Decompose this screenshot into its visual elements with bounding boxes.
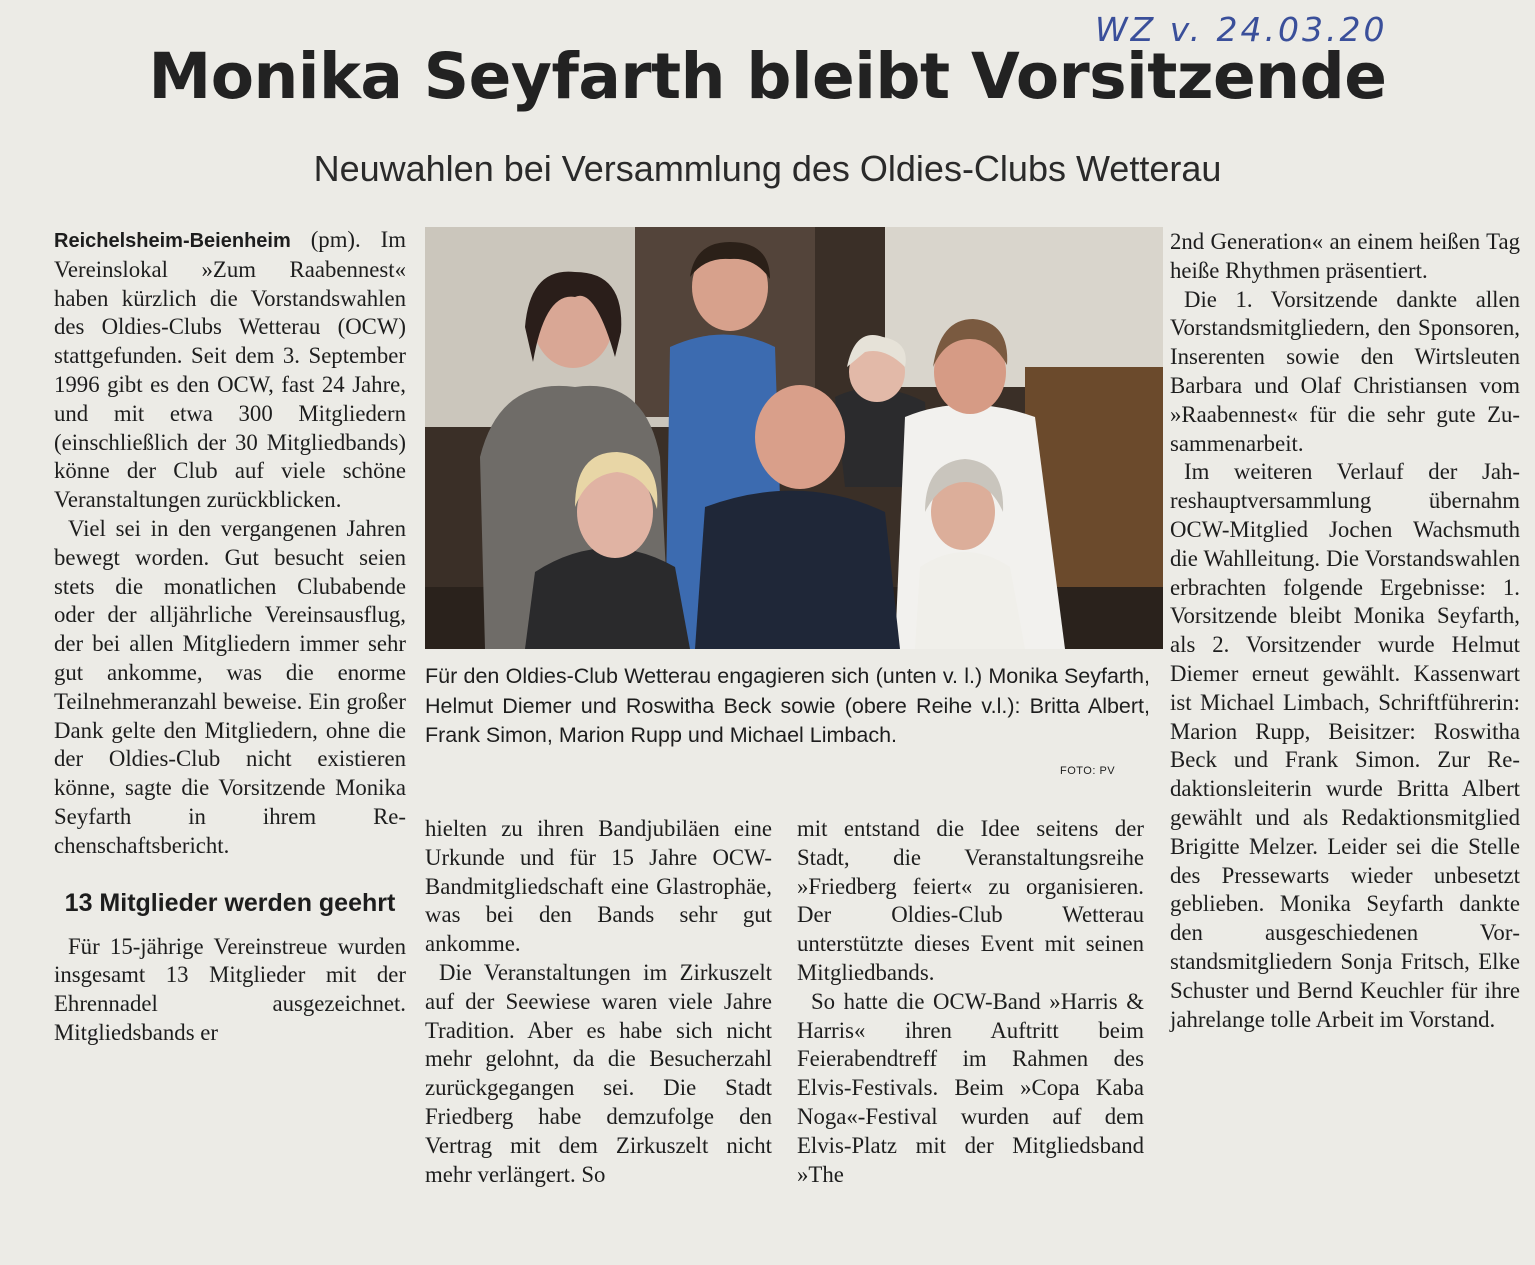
handwritten-date-stamp: WZ v. 24.03.20 [1095,10,1388,49]
paragraph: So hatte die OCW-Band »Harris & Harris« ihren Auftritt beim Feierabendtreff im Rahmen des Elvis-Festivals. Beim »Copa Kaba Noga«-Festival wurden auf dem Elvis-Platz mit der Mitgliedsband »The [797,988,1144,1187]
paragraph: Viel sei in den vergangenen Jahren bewegt worden. Gut besucht seien stets die monatlichen Clubabende oder der alljährliche Vereinsausflug, der bei allen Mitgliedern immer sehr gut ankomme, was die enorme Teilnehmeranzahl beweise. Ein großer Dank gelte den Mitgliedern, ohne die der Oldies-Club nicht existieren könne, sagte die Vorsitzende Monika Seyfarth in ihrem Rechenschaftsbericht. [54,515,406,858]
paragraph: hielten zu ihren Bandjubiläen eine Urkunde und für 15 Jahre OCW-Bandmitgliedschaft eine Glastrophäe, was bei den Bands sehr gut ankomme. [425,816,772,957]
paragraph: Im Vereinslokal »Zum Raabennest« haben kürzlich die Vorstandswahlen des Oldies-Clubs Wetterau (OCW) stattgefunden. Seit dem 3. September 1996 gibt es den OCW, fast 24 Jahre, und mit etwa 300 Mitgliedern (einschließlich der 30 Mitgliedbands) könne der Club auf viele schöne Veranstaltungen zurückblicken. [54,227,406,513]
paragraph: Die 1. Vorsitzende dankte allen Vorstandsmitgliedern, den Sponsoren, Inserenten sowie den Wirtsleuten Barbara und Olaf Christiansen vom »Raabennest« für die sehr gute Zusammenarbeit. [1170,286,1520,456]
article-column-2 [425,815,772,1189]
paragraph: Die Veranstaltungen im Zirkuszelt auf der Seewiese waren viele Jahre Tradition. Aber es habe sich nicht mehr gelohnt, da die Besucherzahl zurückgegangen sei. Die Stadt Friedberg habe demzufolge den Vertrag mit dem Zirkuszelt nicht mehr verlängert. So [425,959,772,1187]
subheadline: Neuwahlen bei Versammlung des Oldies-Clubs Wetterau [313,148,1222,189]
group-photo-illustration [425,227,1163,649]
article-column-3 [797,815,1144,1189]
section-subhead: 13 Mitglieder werden geehrt [64,888,396,917]
show-through-right [1395,0,1535,230]
article-column-1 [54,226,406,1048]
photo-caption: Für den Oldies-Club Wetterau engagieren sich (unten v. l.) Monika Seyfarth, Helmut Diemer und Roswitha Beck sowie (obere Reihe v.l.): Britta Albert, Frank Simon, Marion Rupp und Michael Limbach. [425,664,1150,748]
paragraph: Für 15-jährige Vereinstreue wurden insgesamt 13 Mitglieder mit der Ehrennadel ausgezeichnet. Mitgliedsbands er [54,933,406,1045]
article-column-4 [1170,228,1520,1034]
paragraph: 2nd Generation« an einem heißen Tag heiße Rhythmen präsentiert. [1170,229,1520,283]
paragraph: Im weiteren Verlauf der Jahreshauptversammlung übernahm OCW-Mitglied Jochen Wachsmuth die Wahlleitung. Die Vorstandswahlen erbrachten folgende Ergebnisse: 1. Vorsitzende bleibt Monika Seyfarth, als 2. Vorsitzender wurde Helmut Diemer erneut gewählt. Kassenwart ist Michael Limbach, Schriftführerin: Marion Rupp, Beisitzer: Roswitha Beck und Frank Simon. Zur Redaktionsleiterin wurde Britta Albert gewählt und als Redaktionsmitglied Brigitte Melzer. Leider sei die Stelle des Pressewarts wieder unbesetzt geblieben. Monika Seyfarth dankte den ausgeschiedenen Vorstandsmitgliedern Sonja Fritsch, Elke Schuster und Bernd Keuchler für ihre jahrelange tolle Arbeit im Vorstand. [1170,459,1520,1032]
column-1-intro [54,226,406,515]
photo-credit: FOTO: PV [1060,765,1116,777]
group-photo [425,227,1163,649]
dateline: Reichelsheim-Beienheim [54,230,291,252]
headline: Monika Seyfarth bleibt Vorsitzende [148,40,1387,113]
agency-tag: (pm). [290,227,361,252]
paragraph: mit entstand die Idee seitens der Stadt, die Veranstaltungsreihe »Friedberg feiert« zu organisieren. Der Oldies-Club Wetterau unterstützte dieses Event mit seinen Mitgliedbands. [797,816,1144,985]
